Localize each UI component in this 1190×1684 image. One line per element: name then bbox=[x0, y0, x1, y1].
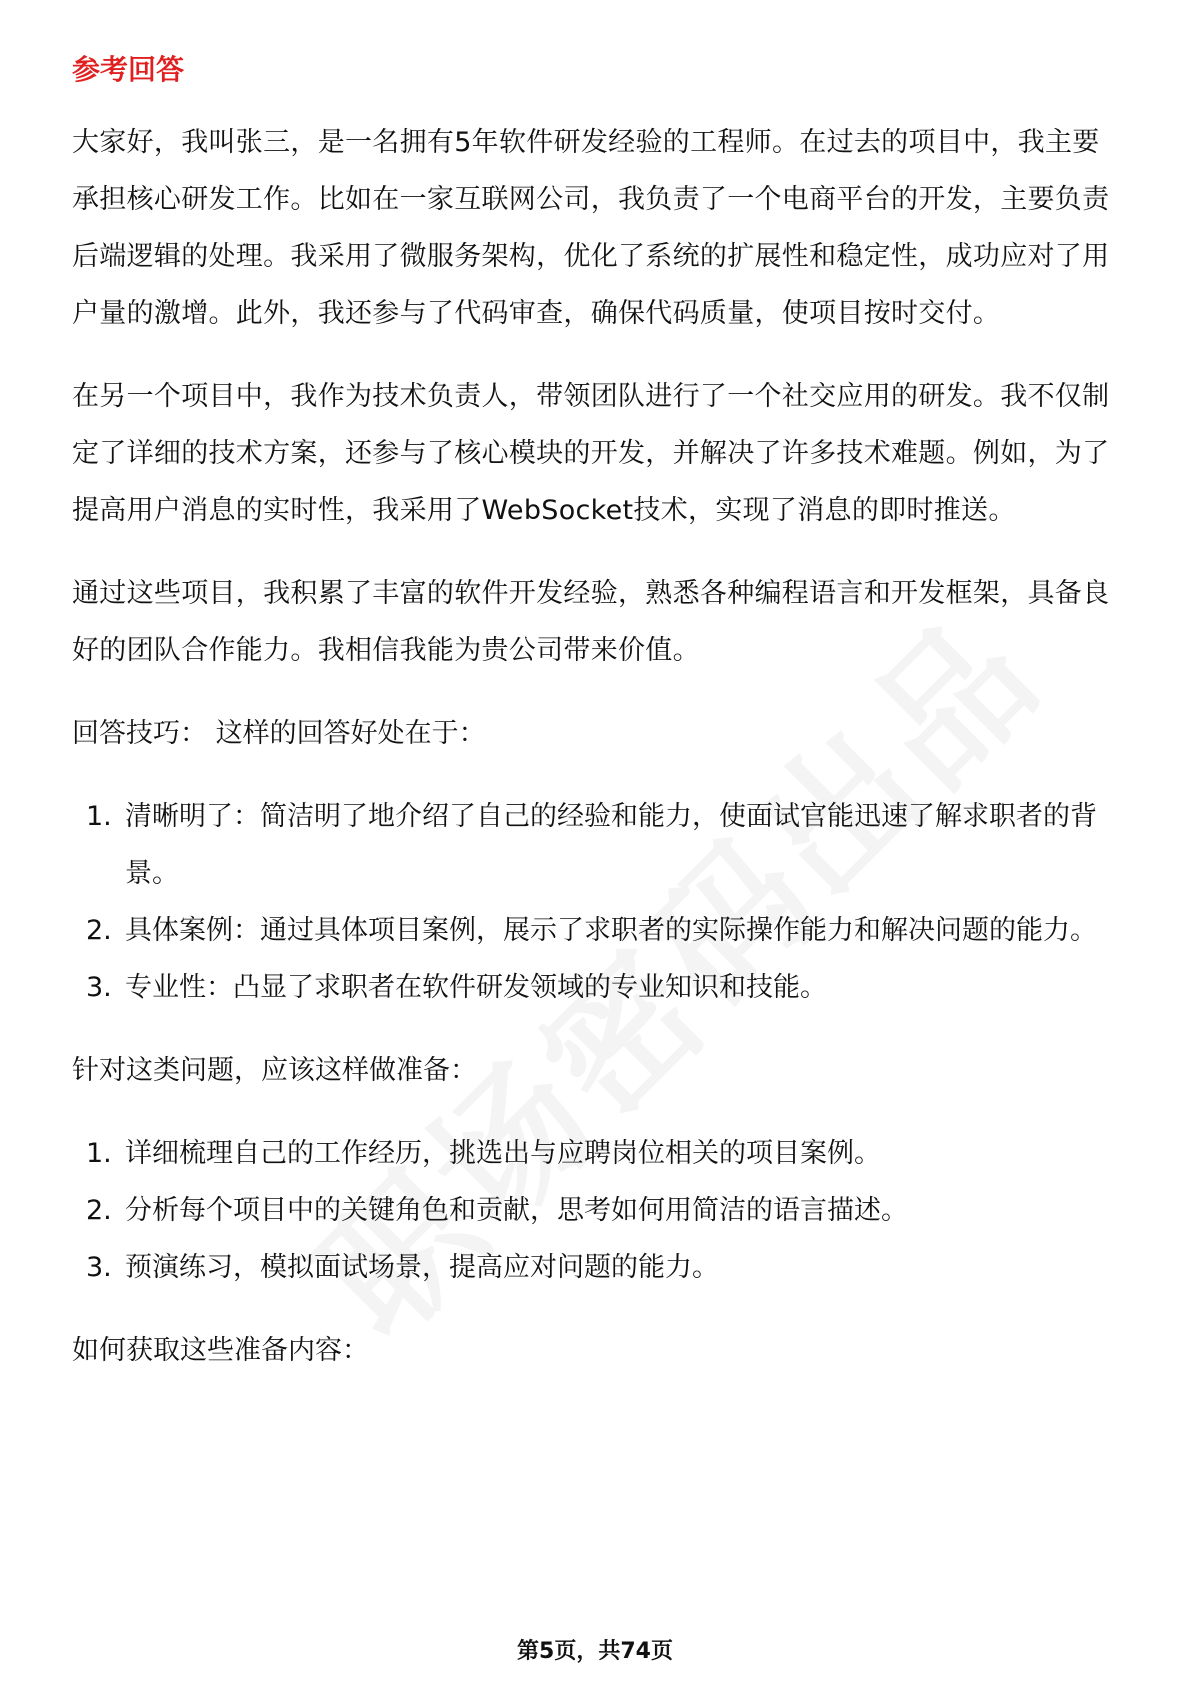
tips-list bbox=[72, 788, 1122, 1016]
list-number: 2. bbox=[86, 915, 112, 946]
list-number: 1. bbox=[86, 1138, 112, 1169]
list-text: 具体案例：通过具体项目案例，展示了求职者的实际操作能力和解决问题的能力。 bbox=[125, 915, 1097, 946]
list-number: 2. bbox=[86, 1195, 112, 1226]
list-number: 1. bbox=[86, 801, 112, 832]
list-item bbox=[72, 788, 1122, 902]
paragraph-2: 在另一个项目中，我作为技术负责人，带领团队进行了一个社交应用的研发。我不仅制定了详细的技术方案，还参与了核心模块的开发，并解决了许多技术难题。例如，为了提高用户消息的实时性，我采用了WebSocket技术，实现了消息的即时推送。 bbox=[72, 381, 1110, 526]
section-title: 参考回答 bbox=[72, 53, 185, 86]
prep-label: 针对这类问题，应该这样做准备： bbox=[72, 1055, 477, 1086]
prep-list bbox=[72, 1125, 1122, 1296]
list-text: 预演练习，模拟面试场景，提高应对问题的能力。 bbox=[125, 1252, 719, 1283]
list-text: 详细梳理自己的工作经历，挑选出与应聘岗位相关的项目案例。 bbox=[125, 1138, 881, 1169]
list-item bbox=[72, 1125, 1122, 1182]
list-text: 清晰明了：简洁明了地介绍了自己的经验和能力，使面试官能迅速了解求职者的背景。 bbox=[125, 801, 1097, 889]
list-item bbox=[72, 1239, 1122, 1296]
page-number: 第5页，共74页 bbox=[517, 1639, 673, 1664]
list-item bbox=[72, 959, 1122, 1016]
list-item bbox=[72, 1182, 1122, 1239]
list-text: 分析每个项目中的关键角色和贡献，思考如何用简洁的语言描述。 bbox=[125, 1195, 908, 1226]
list-number: 3. bbox=[86, 1252, 112, 1283]
paragraph-3: 通过这些项目，我积累了丰富的软件开发经验，熟悉各种编程语言和开发框架，具备良好的团队合作能力。我相信我能为贵公司带来价值。 bbox=[72, 578, 1110, 666]
paragraph-1: 大家好，我叫张三，是一名拥有5年软件研发经验的工程师。在过去的项目中，我主要承担核心研发工作。比如在一家互联网公司，我负责了一个电商平台的开发，主要负责后端逻辑的处理。我采用了微服务架构，优化了系统的扩展性和稳定性，成功应对了用户量的激增。此外，我还参与了代码审查，确保代码质量，使项目按时交付。 bbox=[72, 127, 1110, 329]
list-number: 3. bbox=[86, 972, 112, 1003]
list-text: 专业性：凸显了求职者在软件研发领域的专业知识和技能。 bbox=[125, 972, 827, 1003]
list-item bbox=[72, 902, 1122, 959]
how-label: 如何获取这些准备内容： bbox=[72, 1335, 369, 1366]
tips-label: 回答技巧： 这样的回答好处在于： bbox=[72, 718, 486, 749]
content bbox=[72, 44, 1122, 1405]
